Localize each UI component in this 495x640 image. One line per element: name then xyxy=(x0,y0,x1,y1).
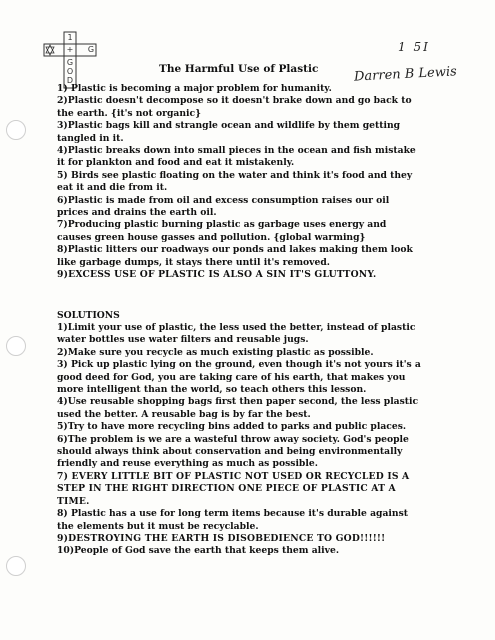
list-item-line: 9)DESTROYING THE EARTH IS DISOBEDIENCE TO GOD!!!!!! xyxy=(57,532,386,544)
list-item xyxy=(57,545,447,557)
list-item-line: eat it and die from it. xyxy=(57,182,168,194)
list-item-line: friendly and reuse everything as much as possible. xyxy=(57,458,318,470)
list-item-line: the earth. {it's not organic} xyxy=(57,107,202,119)
list-item xyxy=(57,170,447,195)
list-item-line: should always think about conservation and being environmentally xyxy=(57,446,403,458)
emblem-letter-g-right: G xyxy=(87,45,95,54)
list-item-line: 1)Limit your use of plastic, the less used the better, instead of plastic xyxy=(57,322,416,333)
list-item xyxy=(57,508,447,533)
punch-hole-middle xyxy=(6,336,26,356)
solutions-list xyxy=(57,322,447,558)
punch-hole-bottom xyxy=(6,556,26,576)
solutions-heading: SOLUTIONS xyxy=(57,310,120,321)
list-item xyxy=(57,195,447,220)
list-item xyxy=(57,434,447,471)
list-item xyxy=(57,145,447,170)
list-item-line: used the better. A reusable bag is by far the best. xyxy=(57,408,311,420)
page-number: 1 5I xyxy=(398,40,430,54)
list-item xyxy=(57,269,447,281)
emblem-letter-g: G xyxy=(66,58,74,67)
list-item-line: 8) Plastic has a use for long term items because it's durable against xyxy=(57,508,409,520)
list-item xyxy=(57,471,447,508)
list-item-line: like garbage dumps, it stays there until it's removed. xyxy=(57,256,330,268)
list-item-line: 10)People of God save the earth that keeps them alive. xyxy=(57,545,340,557)
list-item xyxy=(57,219,447,244)
list-item xyxy=(57,533,447,545)
list-item-line: 8)Plastic litters our roadways our ponds and lakes making them look xyxy=(57,244,413,256)
list-item-line: 1) Plastic is becoming a major problem for humanity. xyxy=(57,83,332,94)
list-item xyxy=(57,95,447,120)
list-item-line: 2)Make sure you recycle as much existing plastic as possible. xyxy=(57,346,374,358)
list-item xyxy=(57,244,447,269)
emblem-letter-d: D xyxy=(66,76,74,85)
list-item xyxy=(57,421,447,433)
list-item-line: 3) Pick up plastic lying on the ground, even though it's not yours it's a xyxy=(57,359,421,371)
cross-emblem xyxy=(36,30,104,90)
list-item xyxy=(57,396,447,421)
list-item-line: 6)Plastic is made from oil and excess consumption raises our oil xyxy=(57,194,390,206)
list-item-line: 4)Plastic breaks down into small pieces in the ocean and fish mistake xyxy=(57,145,416,157)
list-item-line: good deed for God, you are taking care of his earth, that makes you xyxy=(57,371,406,383)
list-item xyxy=(57,83,447,95)
list-item-line: STEP IN THE RIGHT DIRECTION ONE PIECE OF PLASTIC AT A xyxy=(57,483,396,495)
list-item-line: more intelligent than the world, so teach others this lesson. xyxy=(57,384,367,396)
list-item-line: 6)The problem is we are a wasteful throw away society. God's people xyxy=(57,433,409,445)
list-item-line: 7)Producing plastic burning plastic as garbage uses energy and xyxy=(57,219,387,231)
list-item-line: the elements but it must be recyclable. xyxy=(57,520,259,532)
list-item xyxy=(57,120,447,145)
list-item-line: TIME. xyxy=(57,495,90,507)
points-list xyxy=(57,83,447,282)
signature: Darren B Lewis xyxy=(353,64,458,85)
list-item xyxy=(57,359,447,396)
list-item-line: causes green house gasses and pollution. {global warming} xyxy=(57,231,366,243)
list-item-line: tangled in it. xyxy=(57,132,124,144)
emblem-letter-1: 1 xyxy=(67,33,73,42)
list-item-line: 2)Plastic doesn't decompose so it doesn't brake down and go back to xyxy=(57,95,412,107)
list-item xyxy=(57,347,447,359)
list-item-line: 9)EXCESS USE OF PLASTIC IS ALSO A SIN IT'S GLUTTONY. xyxy=(57,269,377,281)
list-item-line: 4)Use reusable shopping bags first then paper second, the less plastic xyxy=(57,396,419,408)
list-item-line: 5)Try to have more recycling bins added to parks and public places. xyxy=(57,421,407,433)
list-item xyxy=(57,322,447,347)
list-item-line: 3)Plastic bags kill and strangle ocean and wildlife by them getting xyxy=(57,120,401,132)
punch-hole-top xyxy=(6,120,26,140)
list-item-line: prices and drains the earth oil. xyxy=(57,207,217,219)
emblem-letter-plus: + xyxy=(66,45,74,54)
list-item-line: water bottles use water filters and reusable jugs. xyxy=(57,334,309,346)
list-item-line: 7) EVERY LITTLE BIT OF PLASTIC NOT USED OR RECYCLED IS A xyxy=(57,470,410,482)
list-item-line: it for plankton and food and eat it mistakenly. xyxy=(57,157,295,169)
emblem-letter-o: O xyxy=(66,67,74,76)
page-title: The Harmful Use of Plastic xyxy=(159,63,319,75)
list-item-line: 5) Birds see plastic floating on the water and think it's food and they xyxy=(57,169,413,181)
